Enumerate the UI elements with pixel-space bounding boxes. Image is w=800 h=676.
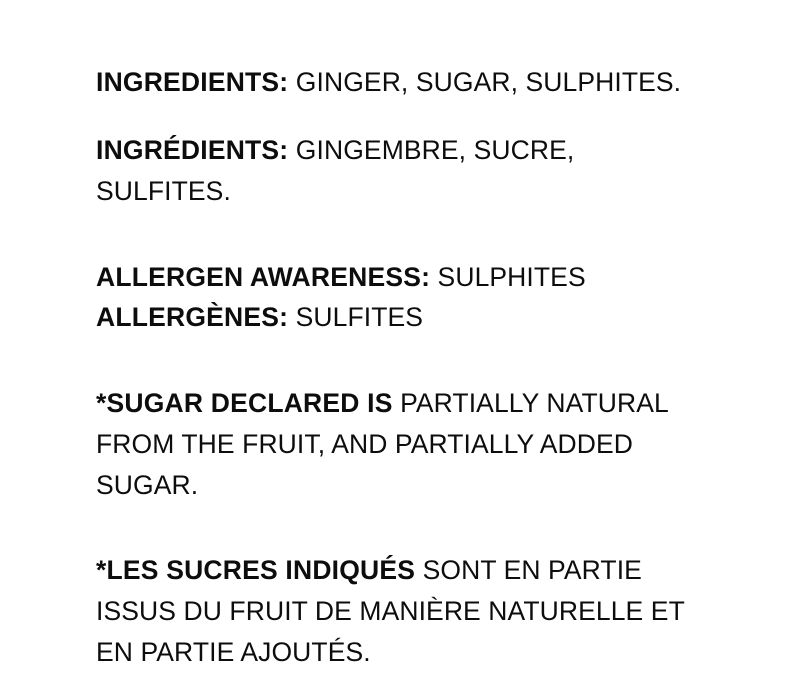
sugar-note-english-lead: *SUGAR DECLARED IS (96, 388, 393, 418)
ingredients-french-block (96, 130, 710, 212)
spacer-1 (96, 103, 710, 130)
allergen-french-body: SULFITES (288, 302, 424, 332)
allergen-english-line (96, 257, 710, 297)
ingredients-english-lead: INGREDIENTS: (96, 67, 289, 97)
sugar-note-english-line (96, 383, 710, 506)
spacer-3 (96, 337, 710, 383)
spacer-4 (96, 506, 710, 550)
sugar-note-french-body: SONT EN PARTIE ISSUS DU FRUIT DE MANIÈRE NATURELLE ET EN PARTIE AJOUTÉS. (96, 555, 685, 667)
sugar-note-french-block (96, 550, 710, 673)
sugar-note-french-lead: *LES SUCRES INDIQUÉS (96, 555, 416, 585)
allergen-french-line (96, 297, 710, 337)
ingredients-english-body: GINGER, SUGAR, SULPHITES. (288, 67, 682, 97)
allergen-english-body: SULPHITES (430, 262, 586, 292)
ingredients-english-line (96, 62, 710, 103)
sugar-note-french-line (96, 550, 710, 673)
ingredients-english-block (96, 62, 710, 103)
ingredients-french-lead: INGRÉDIENTS: (96, 135, 289, 165)
sugar-note-english-block (96, 383, 710, 506)
ingredients-french-body: GINGEMBRE, SUCRE, SULFITES. (96, 135, 575, 206)
allergen-block (96, 257, 710, 337)
allergen-english-lead: ALLERGEN AWARENESS: (96, 262, 431, 292)
ingredients-french-line (96, 130, 710, 212)
sugar-note-english-body: PARTIALLY NATURAL FROM THE FRUIT, AND PARTIALLY ADDED SUGAR. (96, 388, 668, 500)
allergen-french-lead: ALLERGÈNES: (96, 302, 289, 332)
spacer-2 (96, 212, 710, 257)
